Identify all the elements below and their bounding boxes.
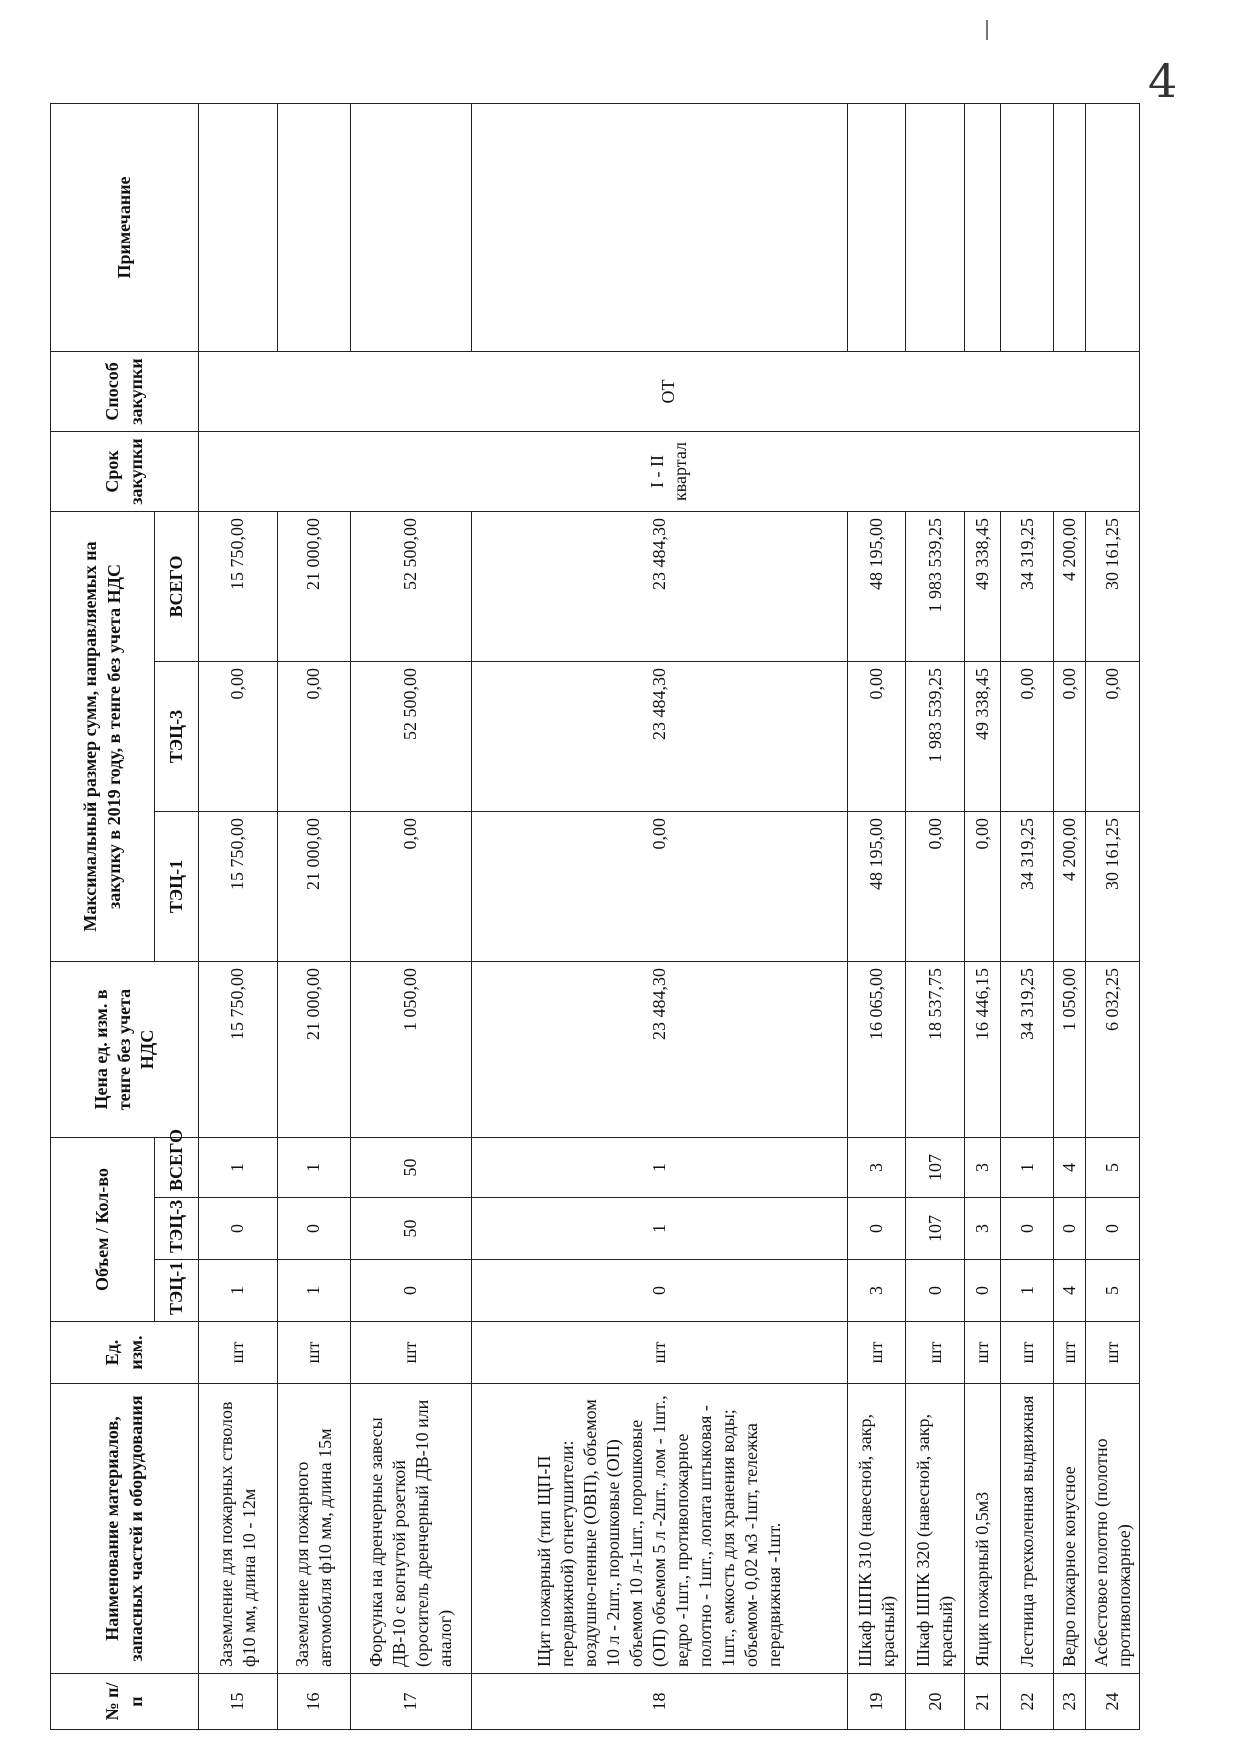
cell-qty-total: 5	[1086, 1137, 1140, 1197]
cell-num: 15	[199, 1674, 278, 1730]
cell-price: 15 750,00	[199, 961, 278, 1137]
cell-qty-total: 1	[277, 1137, 350, 1197]
cell-note	[1086, 103, 1140, 351]
cell-unit: шт	[350, 1322, 471, 1384]
cell-max-tec3: 0,00	[1001, 661, 1054, 811]
cell-max-total: 23 484,30	[471, 511, 847, 661]
cell-qty-tec3: 50	[350, 1198, 471, 1260]
cell-qty-total: 107	[906, 1137, 965, 1197]
cell-price: 1 050,00	[350, 961, 471, 1137]
cell-price: 16 446,15	[965, 961, 1001, 1137]
cell-name: Форсунка на дренчерные завесы ДВ-10 с вогнутой розеткой (ороситель дренчерный ДВ-10 или аналог)	[350, 1384, 471, 1674]
cell-note	[277, 103, 350, 351]
cell-unit: шт	[847, 1322, 906, 1384]
cell-qty-tec1: 3	[847, 1260, 906, 1322]
header-max-total: ВСЕГО	[155, 511, 199, 661]
cell-unit: шт	[1086, 1322, 1140, 1384]
table-row	[350, 103, 471, 1729]
cell-qty-total: 1	[199, 1137, 278, 1197]
page-number: 4	[1148, 54, 1178, 108]
header-price: Цена ед. изм. в тенге без учета НДС	[51, 961, 199, 1137]
rotated-procurement-table	[50, 104, 1140, 1730]
cell-note	[906, 103, 965, 351]
cell-qty-tec3: 1	[471, 1198, 847, 1260]
cell-name: Ящик пожарный 0,5м3	[965, 1384, 1001, 1674]
header-qty-tec1: ТЭЦ-1	[155, 1260, 199, 1322]
header-name: Наименование материалов, запасных частей и оборудования	[51, 1384, 199, 1674]
header-num: № п/п	[51, 1674, 199, 1730]
cell-name: Ведро пожарное конусное	[1053, 1384, 1085, 1674]
cell-max-tec3: 1 983 539,25	[906, 661, 965, 811]
cell-max-tec1: 34 319,25	[1001, 811, 1054, 961]
cell-note	[199, 103, 278, 351]
cell-name: Лестница трехколенная выдвижная	[1001, 1384, 1054, 1674]
cell-name: Щит пожарный (тип ЩП-П передвижной) огнетушители: воздушно-пенные (ОВП), объемом 10 л - 2шт., порошковые (ОП) объемом 10 л-1шт., порошковые (ОП) объемом 5 л -2шт., лом - 1шт., ведро -1шт., противопожарное полотно - 1шт., лопата штыковая - 1шт., емкость для хранения воды; объемом- 0,02 м3 -1шт, тележка передвижная -1шт.	[471, 1384, 847, 1674]
header-term: Срок закупки	[51, 431, 199, 511]
cell-qty-tec1: 1	[277, 1260, 350, 1322]
cell-qty-tec3: 0	[199, 1198, 278, 1260]
cell-max-tec3: 0,00	[277, 661, 350, 811]
cell-max-tec3: 0,00	[847, 661, 906, 811]
cell-num: 22	[1001, 1674, 1054, 1730]
header-unit: Ед. изм.	[51, 1322, 199, 1384]
cell-qty-tec1: 0	[350, 1260, 471, 1322]
cell-max-total: 34 319,25	[1001, 511, 1054, 661]
cell-num: 21	[965, 1674, 1001, 1730]
cell-max-tec1: 30 161,25	[1086, 811, 1140, 961]
header-qty: Объем / Кол-во	[51, 1137, 155, 1321]
cell-max-tec1: 0,00	[471, 811, 847, 961]
cell-qty-tec1: 1	[1001, 1260, 1054, 1322]
header-qty-total: ВСЕГО	[155, 1137, 199, 1197]
procurement-table	[50, 103, 1140, 1730]
cell-max-tec1: 0,00	[906, 811, 965, 961]
cell-max-tec1: 0,00	[350, 811, 471, 961]
cell-unit: шт	[199, 1322, 278, 1384]
header-max-tec1: ТЭЦ-1	[155, 811, 199, 961]
cell-price: 16 065,00	[847, 961, 906, 1137]
cell-num: 19	[847, 1674, 906, 1730]
cell-qty-tec1: 1	[199, 1260, 278, 1322]
cell-qty-tec3: 0	[1001, 1198, 1054, 1260]
cell-qty-tec1: 0	[965, 1260, 1001, 1322]
cell-unit: шт	[965, 1322, 1001, 1384]
table-row	[847, 103, 906, 1729]
cell-num: 24	[1086, 1674, 1140, 1730]
cell-qty-total: 4	[1053, 1137, 1085, 1197]
cell-note	[350, 103, 471, 351]
cell-num: 18	[471, 1674, 847, 1730]
cell-num: 17	[350, 1674, 471, 1730]
cell-max-total: 48 195,00	[847, 511, 906, 661]
cell-max-tec1: 21 000,00	[277, 811, 350, 961]
cell-unit: шт	[277, 1322, 350, 1384]
cell-qty-total: 3	[965, 1137, 1001, 1197]
cell-max-total: 1 983 539,25	[906, 511, 965, 661]
cell-name: Асбестовое полотно (полотно противопожарное)	[1086, 1384, 1140, 1674]
cell-max-tec3: 0,00	[1053, 661, 1085, 811]
cell-num: 16	[277, 1674, 350, 1730]
cell-max-total: 21 000,00	[277, 511, 350, 661]
cell-max-tec1: 48 195,00	[847, 811, 906, 961]
cell-note	[965, 103, 1001, 351]
table-row	[1053, 103, 1085, 1729]
cell-unit: шт	[1001, 1322, 1054, 1384]
cell-max-tec1: 0,00	[965, 811, 1001, 961]
cell-unit: шт	[906, 1322, 965, 1384]
cell-max-total: 49 338,45	[965, 511, 1001, 661]
cell-max-total: 52 500,00	[350, 511, 471, 661]
cell-qty-tec3: 107	[906, 1198, 965, 1260]
cell-price: 21 000,00	[277, 961, 350, 1137]
header-max: Максимальный размер сумм, направляемых на закупку в 2019 году, в тенге без учета НДС	[51, 511, 155, 961]
cell-qty-tec3: 0	[1053, 1198, 1085, 1260]
cell-term: I - II квартал	[199, 431, 1140, 511]
cell-max-tec3: 52 500,00	[350, 661, 471, 811]
cell-num: 20	[906, 1674, 965, 1730]
cell-unit: шт	[471, 1322, 847, 1384]
cell-qty-total: 50	[350, 1137, 471, 1197]
cell-max-tec1: 15 750,00	[199, 811, 278, 961]
cell-note	[1001, 103, 1054, 351]
cell-price: 18 537,75	[906, 961, 965, 1137]
cell-qty-tec1: 4	[1053, 1260, 1085, 1322]
cell-method: ОТ	[199, 351, 1140, 431]
cell-note	[847, 103, 906, 351]
cell-qty-tec3: 0	[847, 1198, 906, 1260]
table-row	[1086, 103, 1140, 1729]
cell-max-total: 4 200,00	[1053, 511, 1085, 661]
cell-max-tec3: 0,00	[199, 661, 278, 811]
cell-qty-tec1: 5	[1086, 1260, 1140, 1322]
header-note: Примечание	[51, 103, 199, 351]
cell-name: Шкаф ШПК 310 (навесной, закр, красный)	[847, 1384, 906, 1674]
header-max-tec3: ТЭЦ-3	[155, 661, 199, 811]
cell-note	[1053, 103, 1085, 351]
cell-note	[471, 103, 847, 351]
cell-max-tec1: 4 200,00	[1053, 811, 1085, 961]
cell-qty-tec1: 0	[906, 1260, 965, 1322]
cell-price: 34 319,25	[1001, 961, 1054, 1137]
table-row	[906, 103, 965, 1729]
scan-mark	[986, 20, 988, 40]
cell-qty-total: 3	[847, 1137, 906, 1197]
table-row	[1001, 103, 1054, 1729]
cell-qty-tec3: 3	[965, 1198, 1001, 1260]
table-row	[965, 103, 1001, 1729]
cell-qty-total: 1	[471, 1137, 847, 1197]
cell-qty-tec3: 0	[1086, 1198, 1140, 1260]
table-row	[471, 103, 847, 1729]
cell-name: Заземление для пожарных стволов ф10 мм, длина 10 - 12м	[199, 1384, 278, 1674]
cell-name: Шкаф ШПК 320 (навесной, закр, красный)	[906, 1384, 965, 1674]
cell-max-tec3: 0,00	[1086, 661, 1140, 811]
cell-name: Заземление для пожарного автомобиля ф10 мм, длина 15м	[277, 1384, 350, 1674]
cell-qty-total: 1	[1001, 1137, 1054, 1197]
table-row	[199, 103, 278, 1729]
cell-unit: шт	[1053, 1322, 1085, 1384]
cell-qty-tec3: 0	[277, 1198, 350, 1260]
cell-price: 1 050,00	[1053, 961, 1085, 1137]
cell-num: 23	[1053, 1674, 1085, 1730]
cell-max-total: 30 161,25	[1086, 511, 1140, 661]
cell-max-tec3: 49 338,45	[965, 661, 1001, 811]
cell-max-tec3: 23 484,30	[471, 661, 847, 811]
cell-max-total: 15 750,00	[199, 511, 278, 661]
table-row	[277, 103, 350, 1729]
header-qty-tec3: ТЭЦ-3	[155, 1198, 199, 1260]
header-method: Способ закупки	[51, 351, 199, 431]
cell-price: 6 032,25	[1086, 961, 1140, 1137]
cell-qty-tec1: 0	[471, 1260, 847, 1322]
cell-price: 23 484,30	[471, 961, 847, 1137]
